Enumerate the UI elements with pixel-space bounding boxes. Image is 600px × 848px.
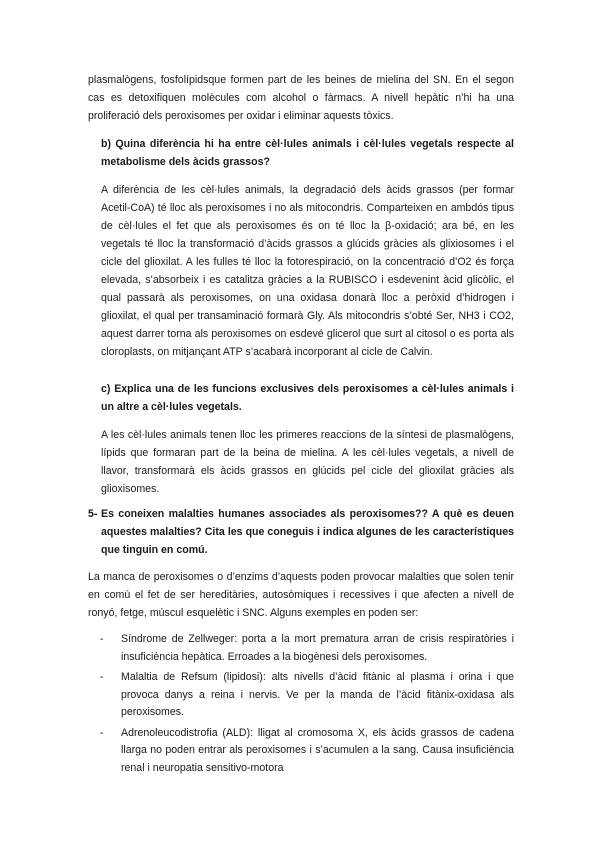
paragraph-answer-b: A diferència de les cèl·lules animals, la degradació dels àcids grassos (per formar Acetil-CoA) té lloc als peroxisomes i no als mitocondris. Comparteixen en ambdós tipus de cèl·lules el fet que als peroxisomes és on té lloc la β-oxidació; ara bé, en les vegetals té lloc la transformació d’àcids grassos a glúcids gràcies als glixiosomes i el cicle del glioxilat. A les fulles té lloc la fotorespiració, on la concentració d’O2 és força elevada, s’absorbeix i es catalitza gràcies a la RUBISCO i esdevenint àcid glicòlic, el qual passarà als peroxisomes, on una oxidasa donarà lloc a peròxid d’hidrogen i glioxilat, el qual per transaminació formarà Gly. Als mitocondris s’obté Ser, NH3 i CO2, aquest darrer torna als peroxisomes on esdevé glicerol que surt al citosol o es porta als cloroplasts, on mitjançant ATP s’acabarà incorporant al cicle de Calvin. — [101, 184, 514, 358]
paragraph-intro: plasmalògens, fosfolípidsque formen part de les beines de mielina del SN. En el segon cas es detoxifiquen molècules com alcohol o fàrmacs. A nivell hepàtic n’hi ha una proliferació dels peroxisomes per oxidar i eliminar aquests tòxics. — [88, 74, 514, 122]
paragraph-answer-c: A les cèl·lules animals tenen lloc les primeres reaccions de la síntesi de plasmalògens, lípids que formaran part de la beina de mielina. A les cèl·lules vegetals, a nivell de llavor, transformarà els àcids grassos en glúcids pel cicle del glioxilat gràcies als glioxisomes. — [101, 429, 514, 495]
list-item — [100, 631, 514, 666]
list-dash: - — [100, 633, 104, 645]
list-item-text: Síndrome de Zellweger: porta a la mort prematura arran de crisis respiratòries i insuficiència hepàtica. Erroades a la biogènesi dels peroxisomes. — [121, 633, 514, 663]
question-5-text: Es coneixen malalties humanes associades als peroxisomes?? A què es deuen aquestes malalties? Cita les que coneguis i indica algunes de les característiques que tinguin en comú. — [101, 508, 514, 556]
question-5 — [88, 505, 514, 559]
question-b: b) Quina diferència hi ha entre cèl·lules animals i cèl·lules vegetals respecte al metabolisme dels àcids grassos? — [101, 138, 514, 168]
question-5-number: 5- — [88, 508, 98, 520]
paragraph-answer-5: La manca de peroxisomes o d’enzims d’aquests poden provocar malalties que solen tenir en comú el fet de ser hereditàries, autosòmiques i recessives i que afecten a nivell de ronyó, fetge, múscul esquelètic i SNC. Alguns exemples en poden ser: — [88, 571, 514, 619]
list-dash: - — [100, 726, 104, 739]
list-item-text: Malaltia de Refsum (lipidosi): alts nivells d’àcid fitànic al plasma i orina i que provoca danys a reina i nervis. Ve per la manda de l’àcid fitànix-oxidasa als peroxisomes. — [121, 671, 514, 718]
list-item-text: Adrenoleucodistrofia (ALD): lligat al cromosoma X, els àcids grassos de cadena llarga no poden entrar als peroxisomes i s’acumulen a la sang. Causa insuficiència renal i neuropatia sensitivo-motora — [121, 726, 514, 774]
list-item — [100, 725, 514, 778]
disease-list — [100, 631, 514, 780]
list-dash: - — [100, 671, 104, 683]
question-c: c) Explica una de les funcions exclusives dels peroxisomes a cèl·lules animals i un altre a cèl·lules vegetals. — [101, 383, 514, 413]
list-item — [100, 669, 514, 722]
